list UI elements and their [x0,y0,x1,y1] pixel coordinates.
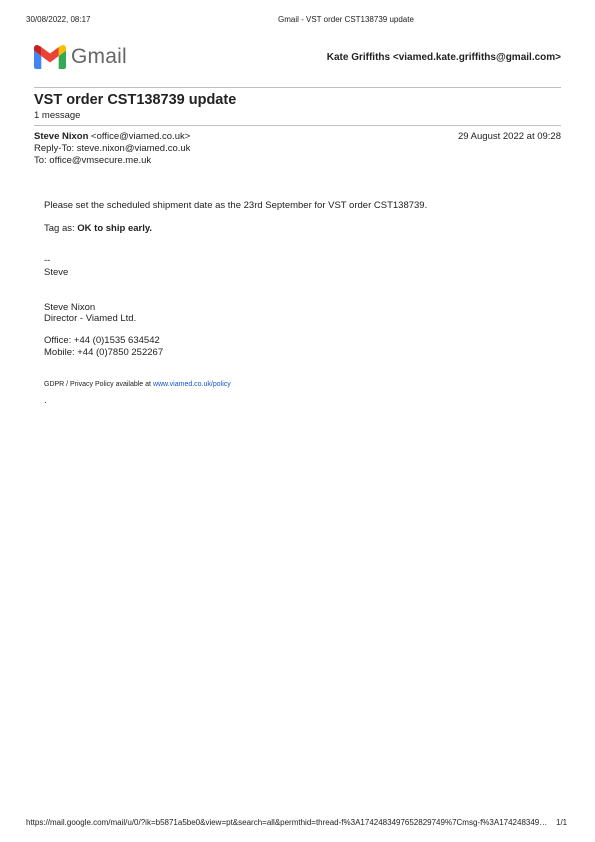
thread-subject: VST order CST138739 update [34,92,237,108]
tag-line [44,223,152,234]
print-datetime: 30/08/2022, 08:17 [26,15,91,24]
gmail-logo[interactable] [34,44,130,70]
signature-first-name: Steve [44,267,69,278]
gdpr-line [44,381,231,388]
trailing-period: . [44,395,47,406]
signature-separator: -- [44,255,51,266]
sender-line [34,131,190,142]
account-identity: Kate Griffiths <viamed.kate.griffiths@gmail.com> [326,52,561,63]
office-phone: Office: +44 (0)1535 634542 [44,335,160,346]
reply-to-line: Reply-To: steve.nixon@viamed.co.uk [34,143,191,154]
print-title: Gmail - VST order CST138739 update [278,15,414,24]
body-paragraph: Please set the scheduled shipment date as the 23rd September for VST order CST138739. [44,200,428,211]
sender-name: Steve Nixon [34,131,89,142]
message-date: 29 August 2022 at 09:28 [457,131,561,142]
gdpr-prefix: GDPR / Privacy Policy available at [44,381,153,388]
tag-prefix: Tag as: [44,223,78,234]
message-count: 1 message [34,110,81,121]
header-divider [34,87,561,88]
privacy-policy-link[interactable]: www.viamed.co.uk/policy [152,381,231,388]
to-line: To: office@vmsecure.me.uk [34,155,152,166]
mobile-phone: Mobile: +44 (0)7850 252267 [44,347,164,358]
tag-value: OK to ship early. [77,223,153,234]
signature-name: Steve Nixon [44,302,96,313]
signature-title: Director - Viamed Ltd. [44,313,137,324]
subject-divider [34,125,561,126]
print-page-number: 1/1 [556,818,568,827]
gmail-m-logo-icon [34,45,66,69]
print-url: https://mail.google.com/mail/u/0/?ik=b5871a5be0&view=pt&search=all&permthid=thread-f%3A1742483497652829749%7Cmsg-f%3A174248349… [26,818,548,827]
gmail-wordmark: Gmail [71,45,127,68]
sender-email: <office@viamed.co.uk> [91,131,191,142]
